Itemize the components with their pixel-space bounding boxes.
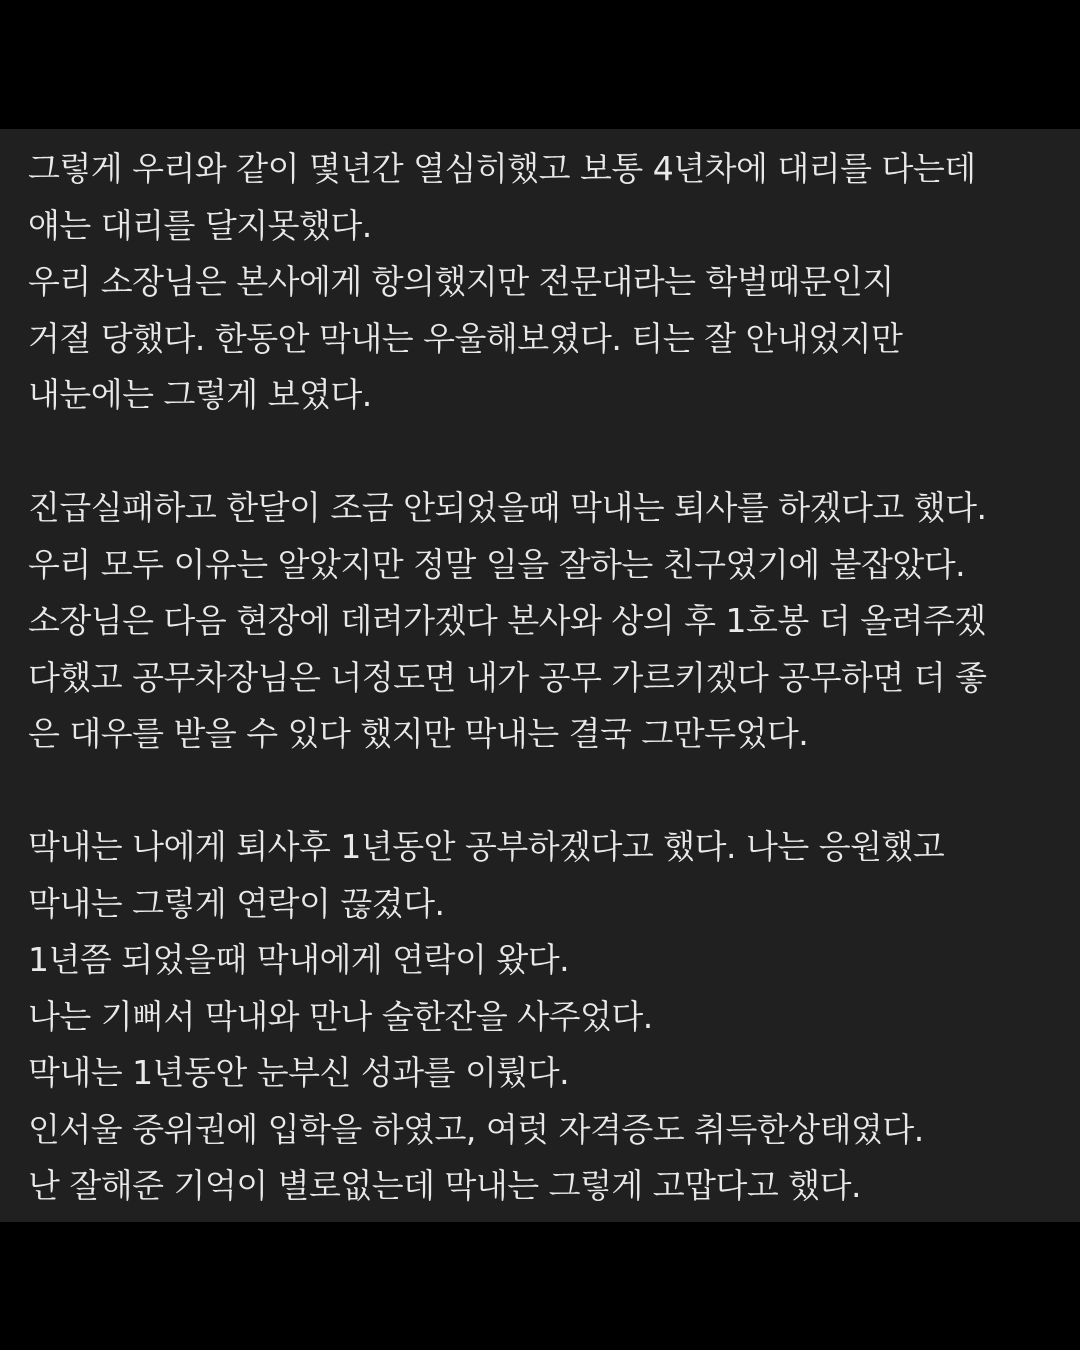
text-line: 막내는 1년동안 눈부신 성과를 이뤘다. — [28, 1053, 570, 1092]
text-line: 다했고 공무차장님은 너정도면 내가 공무 가르키겠다 공무하면 더 좋 — [28, 657, 987, 697]
text-line: 우리 모두 이유는 알았지만 정말 일을 잘하는 친구였기에 붙잡았다. — [28, 544, 966, 584]
story-text — [28, 141, 1058, 1215]
text-line: 거절 당했다. 한동안 막내는 우울해보였다. 티는 잘 안내었지만 — [28, 318, 903, 358]
text-panel — [0, 129, 1080, 1222]
text-line: 진급실패하고 한달이 조금 안되었을때 막내는 퇴사를 하겠다고 했다. — [28, 488, 987, 527]
text-line: 난 잘해준 기억이 별로없는데 막내는 그렇게 고맙다고 했다. — [28, 1166, 861, 1205]
text-line: 그렇게 우리와 같이 몇년간 열심히했고 보통 4년차에 대리를 다는데 — [28, 149, 976, 188]
text-line: 우리 소장님은 본사에게 항의했지만 전문대라는 학벌때문인지 — [28, 262, 894, 301]
paragraph-gap — [28, 763, 1058, 820]
text-line: 얘는 대리를 달지못했다. — [28, 205, 372, 245]
text-line: 내눈에는 그렇게 보였다. — [28, 375, 372, 414]
text-line: 막내는 나에게 퇴사후 1년동안 공부하겠다고 했다. 나는 응원했고 — [28, 827, 945, 866]
text-line: 소장님은 다음 현장에 데려가겠다 본사와 상의 후 1호봉 더 올려주겠 — [28, 601, 986, 640]
text-line: 나는 기뻐서 막내와 만나 술한잔을 사주었다. — [28, 996, 653, 1036]
text-line: 은 대우를 받을 수 있다 했지만 막내는 결국 그만두었다. — [28, 714, 809, 753]
text-line: 인서울 중위권에 입학을 하였고, 여럿 자격증도 취득한상태였다. — [28, 1109, 924, 1149]
text-line: 막내는 그렇게 연락이 끊겼다. — [28, 883, 445, 923]
text-line: 1년쯤 되었을때 막내에게 연락이 왔다. — [28, 940, 570, 979]
paragraph-gap — [28, 424, 1058, 481]
